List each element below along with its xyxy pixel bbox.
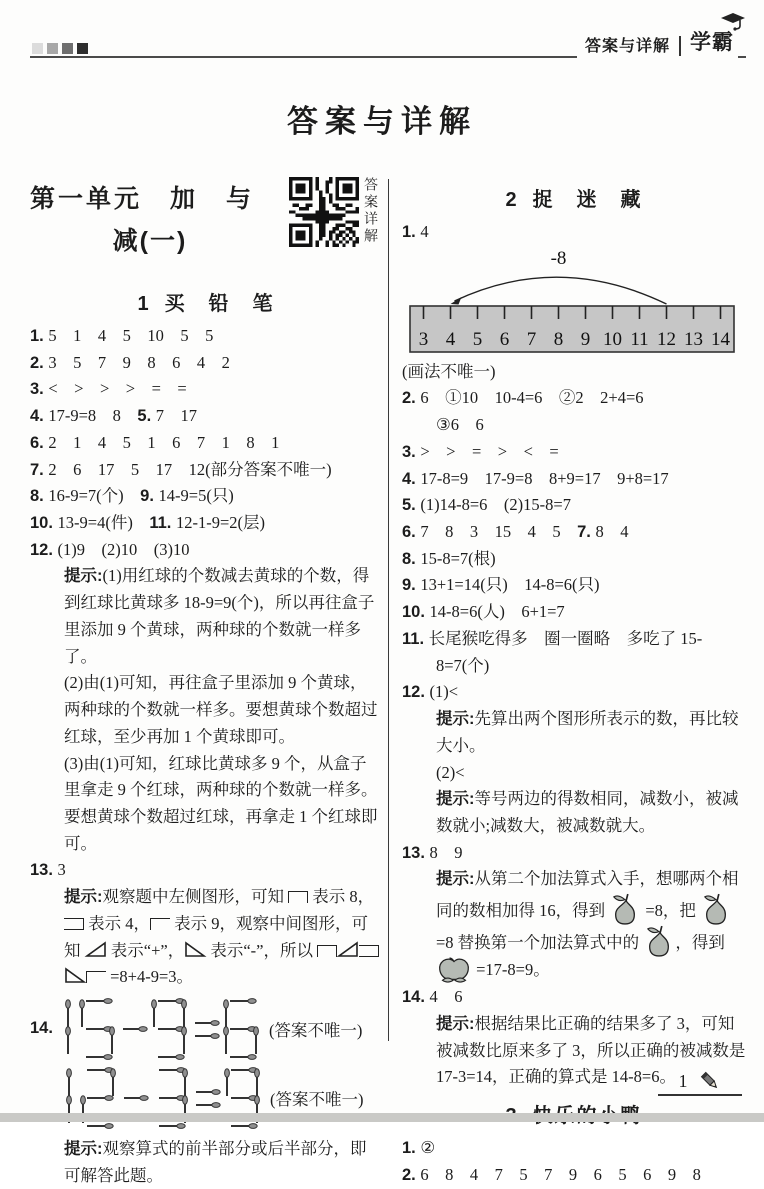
answer-text: 7 17	[155, 406, 198, 426]
section-number: 1	[137, 293, 151, 315]
answer-text: 5 1 4 5 10 5 5	[48, 326, 214, 345]
answer-text: 14-9=5(只)	[158, 486, 234, 506]
svg-text:4: 4	[445, 328, 456, 350]
brand-name: 学霸	[690, 31, 734, 54]
matchstick-char	[79, 998, 115, 1060]
answer-line	[30, 403, 382, 430]
page-title: 答案与详解	[287, 104, 477, 139]
item-number: 5.	[137, 407, 156, 426]
item-number: 1.	[402, 1138, 421, 1157]
answer-text: 表示“+”，	[106, 940, 185, 960]
answer-line	[30, 457, 382, 484]
answer-text: 12-1-9=2(层)	[175, 513, 265, 533]
answer-text: 根据结果比正确的结果多了 3，可知被减数比原来多了 3，所以正确的被减数是 17-3=14，正确的算式是 14-8=6。	[436, 1013, 746, 1087]
numberline-figure	[404, 248, 746, 359]
right-answer-list	[402, 183, 746, 1188]
two-column-layout	[30, 175, 746, 1189]
square-decoration	[77, 43, 88, 54]
answer-text: 表示 8，	[308, 887, 375, 907]
answer-line	[30, 430, 382, 457]
square-decoration	[62, 43, 73, 54]
item-number: 6.	[30, 433, 49, 452]
item-number: 14.	[402, 988, 430, 1007]
item-number: 1.	[30, 327, 49, 345]
svg-text:10: 10	[603, 328, 622, 350]
answer-line	[402, 492, 746, 519]
item-number: 8.	[30, 487, 49, 506]
unit-title-line2: 减(一)	[112, 227, 188, 255]
equation-note: (答案不唯一)	[270, 1089, 364, 1109]
answer-text: 表示“-”，所以	[206, 940, 318, 960]
qr-block	[289, 177, 376, 247]
answer-line	[30, 510, 382, 537]
qr-caption: 答案详解	[362, 177, 377, 245]
page-footer	[658, 1070, 742, 1096]
item-number: 11.	[402, 629, 429, 648]
item-number: 11.	[149, 514, 176, 533]
item-number: 5.	[402, 496, 421, 515]
item-number: 6.	[402, 523, 421, 542]
answer-text: =8 替换第一个加法算式中的	[436, 933, 644, 953]
section-number: 2	[505, 189, 519, 211]
answer-line	[402, 546, 746, 573]
answer-text: < > > > = =	[48, 379, 187, 399]
sq-top-icon	[288, 891, 308, 903]
answer-line	[30, 376, 382, 403]
left-triangle-icon	[184, 941, 206, 958]
answer-line	[402, 786, 746, 839]
item-number: 9.	[140, 487, 159, 506]
item-number: 1.	[402, 223, 421, 241]
hint-label: 提示:	[64, 1139, 103, 1158]
item-number: 4.	[30, 407, 49, 426]
svg-text:-8: -8	[550, 247, 567, 269]
matchstick-char	[191, 998, 219, 1060]
answer-line	[402, 866, 746, 984]
hint-label: 提示:	[436, 790, 475, 809]
section-heading	[402, 183, 746, 212]
item-number: 14.	[30, 1019, 53, 1038]
page-bottom-edge	[0, 1113, 764, 1122]
answer-text: 15-8=7(根)	[420, 548, 496, 568]
hint-label: 提示:	[64, 567, 103, 586]
item-number: 12.	[30, 540, 58, 559]
answer-line	[402, 599, 746, 626]
section-title: 捉 迷 藏	[532, 189, 643, 211]
answer-text: 17-9=8 8	[48, 406, 138, 426]
item-number: 9.	[402, 576, 421, 595]
item-number: 7.	[30, 460, 49, 479]
matchstick-char	[63, 998, 75, 1060]
header-brand-area	[577, 26, 738, 60]
svg-text:13: 13	[684, 328, 703, 350]
answer-text: 从第二个加法算式入手，想哪两个相同的数相加得 16，得到	[436, 869, 739, 921]
answer-text: (1)9 (2)10 (3)10	[57, 539, 190, 559]
sq-right-icon	[359, 945, 379, 957]
answer-text: 长尾猴吃得多 圈一圈略 多吃了 15-8=7(个)	[428, 628, 703, 675]
svg-text:3: 3	[418, 328, 429, 350]
answer-text: 8 9	[429, 842, 463, 862]
answer-line	[402, 466, 746, 493]
qr-code	[289, 177, 359, 247]
item-number: 12.	[402, 683, 430, 702]
answer-text: ③6 6	[436, 415, 484, 435]
pear-icon	[702, 893, 730, 925]
answer-line	[402, 1135, 746, 1162]
section-heading	[30, 287, 382, 316]
hint-label: 提示:	[436, 710, 475, 729]
item-number: 2.	[30, 353, 49, 372]
answer-line	[402, 519, 746, 546]
answer-text: (1)<	[429, 682, 459, 702]
matchstick-equation-row	[30, 998, 382, 1060]
hint-label: 提示:	[436, 870, 475, 889]
square-decoration	[32, 43, 43, 54]
answer-line	[402, 760, 746, 787]
svg-text:5: 5	[472, 328, 483, 350]
item-number: 13.	[402, 843, 430, 862]
header-separator	[679, 36, 681, 56]
answer-line	[30, 537, 382, 564]
page-header	[0, 0, 764, 62]
graduation-cap-icon	[720, 12, 746, 32]
answer-text: 13-9=4(件)	[57, 513, 150, 533]
answer-line	[30, 1136, 382, 1189]
left-answer-list	[30, 287, 382, 1189]
answer-text: 8 4	[595, 522, 629, 542]
svg-text:8: 8	[553, 328, 564, 350]
equation-note: (答案不唯一)	[268, 1020, 363, 1040]
answer-line	[402, 626, 746, 679]
matchstick-char	[223, 998, 259, 1060]
answer-line	[402, 385, 746, 412]
sq-corner-icon	[150, 918, 170, 930]
item-number: 4.	[402, 469, 421, 488]
answer-text: 等号两边的得数相同，减数小，被减数就小;减数大，被减数就大。	[436, 789, 739, 835]
answer-text: 观察题中左侧图形，可知	[102, 887, 289, 907]
answer-line	[402, 984, 746, 1011]
answer-line	[402, 359, 746, 386]
answer-line	[30, 350, 382, 377]
item-number: 3.	[402, 442, 421, 461]
answer-text: (画法不唯一)	[402, 361, 496, 381]
svg-text:9: 9	[580, 328, 591, 350]
answer-text: 4 6	[429, 987, 463, 1007]
sq-right-icon	[64, 918, 84, 930]
svg-text:6: 6	[499, 328, 510, 350]
answer-line	[402, 219, 746, 246]
left-triangle-icon	[64, 967, 86, 984]
sq-corner-icon	[86, 971, 106, 983]
answer-line	[30, 884, 382, 991]
item-number: 10.	[402, 603, 430, 622]
peach-icon	[438, 957, 470, 984]
svg-text:12: 12	[657, 328, 676, 350]
answer-text: =8+4-9=3。	[106, 967, 194, 987]
answer-text: (2)由(1)可知，再往盒子里添加 9 个黄球，两种球的个数就一样多。要想黄球个数超过红球，至少再加 1 个黄球即可。	[64, 673, 378, 746]
unit-heading	[30, 175, 382, 279]
answer-line	[30, 751, 382, 858]
answer-text: 7 8 3 15 4 5	[420, 522, 578, 542]
section-title: 买 铅 笔	[164, 293, 275, 315]
answer-text: ②	[420, 1137, 436, 1157]
hint-label: 提示:	[436, 1014, 475, 1033]
svg-text:7: 7	[526, 328, 537, 350]
answer-line	[30, 483, 382, 510]
sq-top-icon	[317, 945, 337, 957]
answer-text: 13+1=14(只) 14-8=6(只)	[420, 575, 600, 595]
header-section-label: 答案与详解	[584, 38, 670, 55]
answer-text: 先算出两个图形所表示的数，再比较大小。	[436, 709, 739, 755]
right-triangle-icon	[337, 941, 359, 958]
answer-text: 表示 4，	[84, 913, 150, 933]
answer-line	[30, 670, 382, 750]
answer-text: =8，把	[641, 901, 701, 921]
answer-text: 2 1 4 5 1 6 7 1 8 1	[48, 432, 280, 452]
answer-text: 14-8=6(人) 6+1=7	[429, 602, 565, 622]
item-number: 10.	[30, 514, 58, 533]
answer-text: =17-8=9。	[472, 960, 550, 980]
answer-line	[30, 563, 382, 670]
answer-line	[402, 572, 746, 599]
answer-text: (2)<	[436, 762, 465, 782]
answer-line	[402, 1162, 746, 1189]
answer-text: > > = > < =	[420, 441, 559, 461]
answer-text: 17-8=9 17-9=8 8+9=17 9+8=17	[420, 468, 669, 488]
answer-text: 3	[57, 860, 66, 880]
answer-text: (1)用红球的个数减去黄球的个数，得到红球比黄球多 18-9=9(个)，所以再往盒子里添加 9 个黄球，两种球的个数就一样多了。	[64, 566, 375, 666]
pear-icon	[645, 925, 673, 957]
answer-text: 16-9=7(个)	[48, 486, 141, 506]
answer-line	[402, 439, 746, 466]
right-triangle-icon	[85, 941, 107, 958]
pear-icon	[611, 893, 639, 925]
answer-text: 观察算式的前半部分或后半部分，即可解答此题。	[64, 1138, 367, 1185]
answer-line	[402, 840, 746, 867]
answer-text: 4	[420, 222, 429, 241]
square-decoration	[47, 43, 58, 54]
answer-line	[30, 323, 382, 350]
brand-logo	[690, 26, 734, 56]
svg-text:14: 14	[711, 328, 730, 350]
answer-line	[402, 412, 746, 439]
matchstick-equation	[63, 998, 259, 1060]
answer-text: (3)由(1)可知，红球比黄球多 9 个，从盒子里拿走 9 个红球，两种球的个数就一样多。要想黄球个数超过红球，再拿走 1 个红球即可。	[64, 753, 378, 853]
matchstick-char	[119, 998, 147, 1060]
item-number: 8.	[402, 549, 421, 568]
item-number: 13.	[30, 861, 58, 880]
svg-text:11: 11	[630, 328, 649, 350]
answer-text: (1)14-8=6 (2)15-8=7	[420, 495, 571, 515]
answer-line	[30, 857, 382, 884]
item-number: 7.	[577, 523, 596, 542]
hint-label: 提示:	[64, 888, 103, 907]
pencil-icon	[698, 1070, 722, 1092]
answer-text: 2 6 17 5 17 12(部分答案不唯一)	[48, 459, 332, 479]
right-column	[389, 175, 746, 1189]
left-column	[30, 175, 388, 1189]
corner-squares-decoration	[32, 43, 88, 54]
answer-text: 6 8 4 7 5 7 9 6 5 6 9 8	[420, 1164, 701, 1184]
answer-text: 表示 9，观察中间图形，可知	[64, 913, 368, 960]
answer-text: 3 5 7 9 8 6 4 2	[48, 352, 230, 372]
unit-title-line1: 第一单元 加 与	[30, 185, 255, 213]
page-number: 1	[678, 1071, 688, 1091]
answer-text: ，得到	[675, 933, 725, 953]
answer-line	[402, 706, 746, 759]
answer-line	[402, 679, 746, 706]
item-number: 3.	[30, 380, 49, 399]
item-number: 2.	[402, 389, 421, 408]
item-number: 2.	[402, 1165, 421, 1184]
answer-text: 6 ①10 10-4=6 ②2 2+4=6	[420, 388, 644, 408]
matchstick-char	[151, 998, 187, 1060]
